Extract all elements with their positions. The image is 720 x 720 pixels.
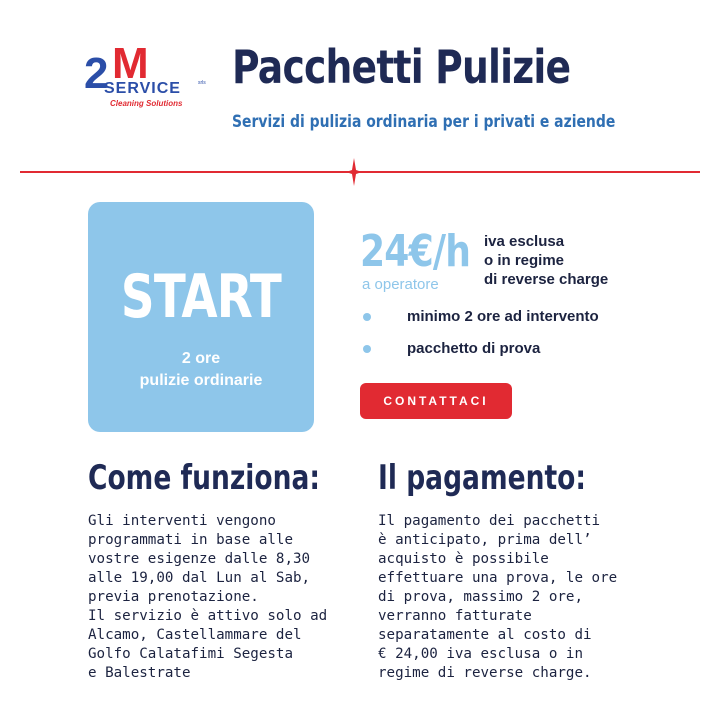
contact-button[interactable]: CONTATTACI [360, 383, 512, 419]
page-title: Pacchetti Pulizie [232, 40, 571, 94]
package-hours: 2 ore [181, 350, 221, 367]
text-line: effettuare una prova, le ore [378, 570, 618, 586]
package-type: pulizie ordinarie [139, 372, 263, 389]
text-line: acquisto è possibile [378, 551, 549, 567]
payment-heading: Il pagamento: [378, 458, 586, 498]
text-line: previa prenotazione. [88, 589, 259, 605]
logo-service: SERVICE [104, 80, 181, 97]
logo-two: 2 [84, 49, 107, 98]
company-logo [82, 39, 212, 114]
text-line: Alcamo, Castellammare del [88, 627, 302, 643]
feature-min-hours: minimo 2 ore ad intervento [407, 308, 599, 325]
text-line: verranno fatturate [378, 608, 532, 624]
page-subtitle: Servizi di pulizia ordinaria per i privati e aziende [232, 112, 616, 132]
bullet-dot-icon [363, 313, 371, 321]
text-line: di prova, massimo 2 ore, [378, 589, 583, 605]
text-line: Il servizio è attivo solo ad [88, 608, 328, 624]
package-name: START [120, 262, 282, 332]
text-line: separatamente al costo di [378, 627, 592, 643]
text-line: alle 19,00 dal Lun al Sab, [88, 570, 311, 586]
text-line: programmati in base alle [88, 532, 293, 548]
price-label: 24€/h [360, 226, 471, 277]
how-it-works-heading: Come funziona: [88, 458, 320, 498]
text-line: è anticipato, prima dell’ [378, 532, 592, 548]
text-line: Il pagamento dei pacchetti [378, 513, 601, 529]
text-line: vostre esigenze dalle 8,30 [88, 551, 311, 567]
feature-trial-package: pacchetto di prova [407, 340, 541, 357]
text-line: € 24,00 iva esclusa o in [378, 646, 583, 662]
logo-tagline: Cleaning Solutions [110, 99, 183, 108]
vat-note [484, 232, 654, 289]
text-line: e Balestrate [88, 665, 191, 681]
payment-text [378, 512, 648, 683]
vat-line: iva esclusa [484, 233, 565, 250]
text-line: Gli interventi vengono [88, 513, 276, 529]
price-unit: a operatore [362, 276, 439, 293]
vat-line: di reverse charge [484, 271, 609, 288]
text-line: Golfo Calatafimi Segesta [88, 646, 293, 662]
bullet-dot-icon [363, 345, 371, 353]
divider-star-icon [346, 158, 362, 186]
text-line: regime di reverse charge. [378, 665, 592, 681]
logo-srl: srls [198, 80, 206, 86]
how-it-works-text [88, 512, 358, 683]
vat-line: o in regime [484, 252, 565, 269]
logo-m: M [112, 39, 147, 88]
package-card [88, 202, 314, 432]
